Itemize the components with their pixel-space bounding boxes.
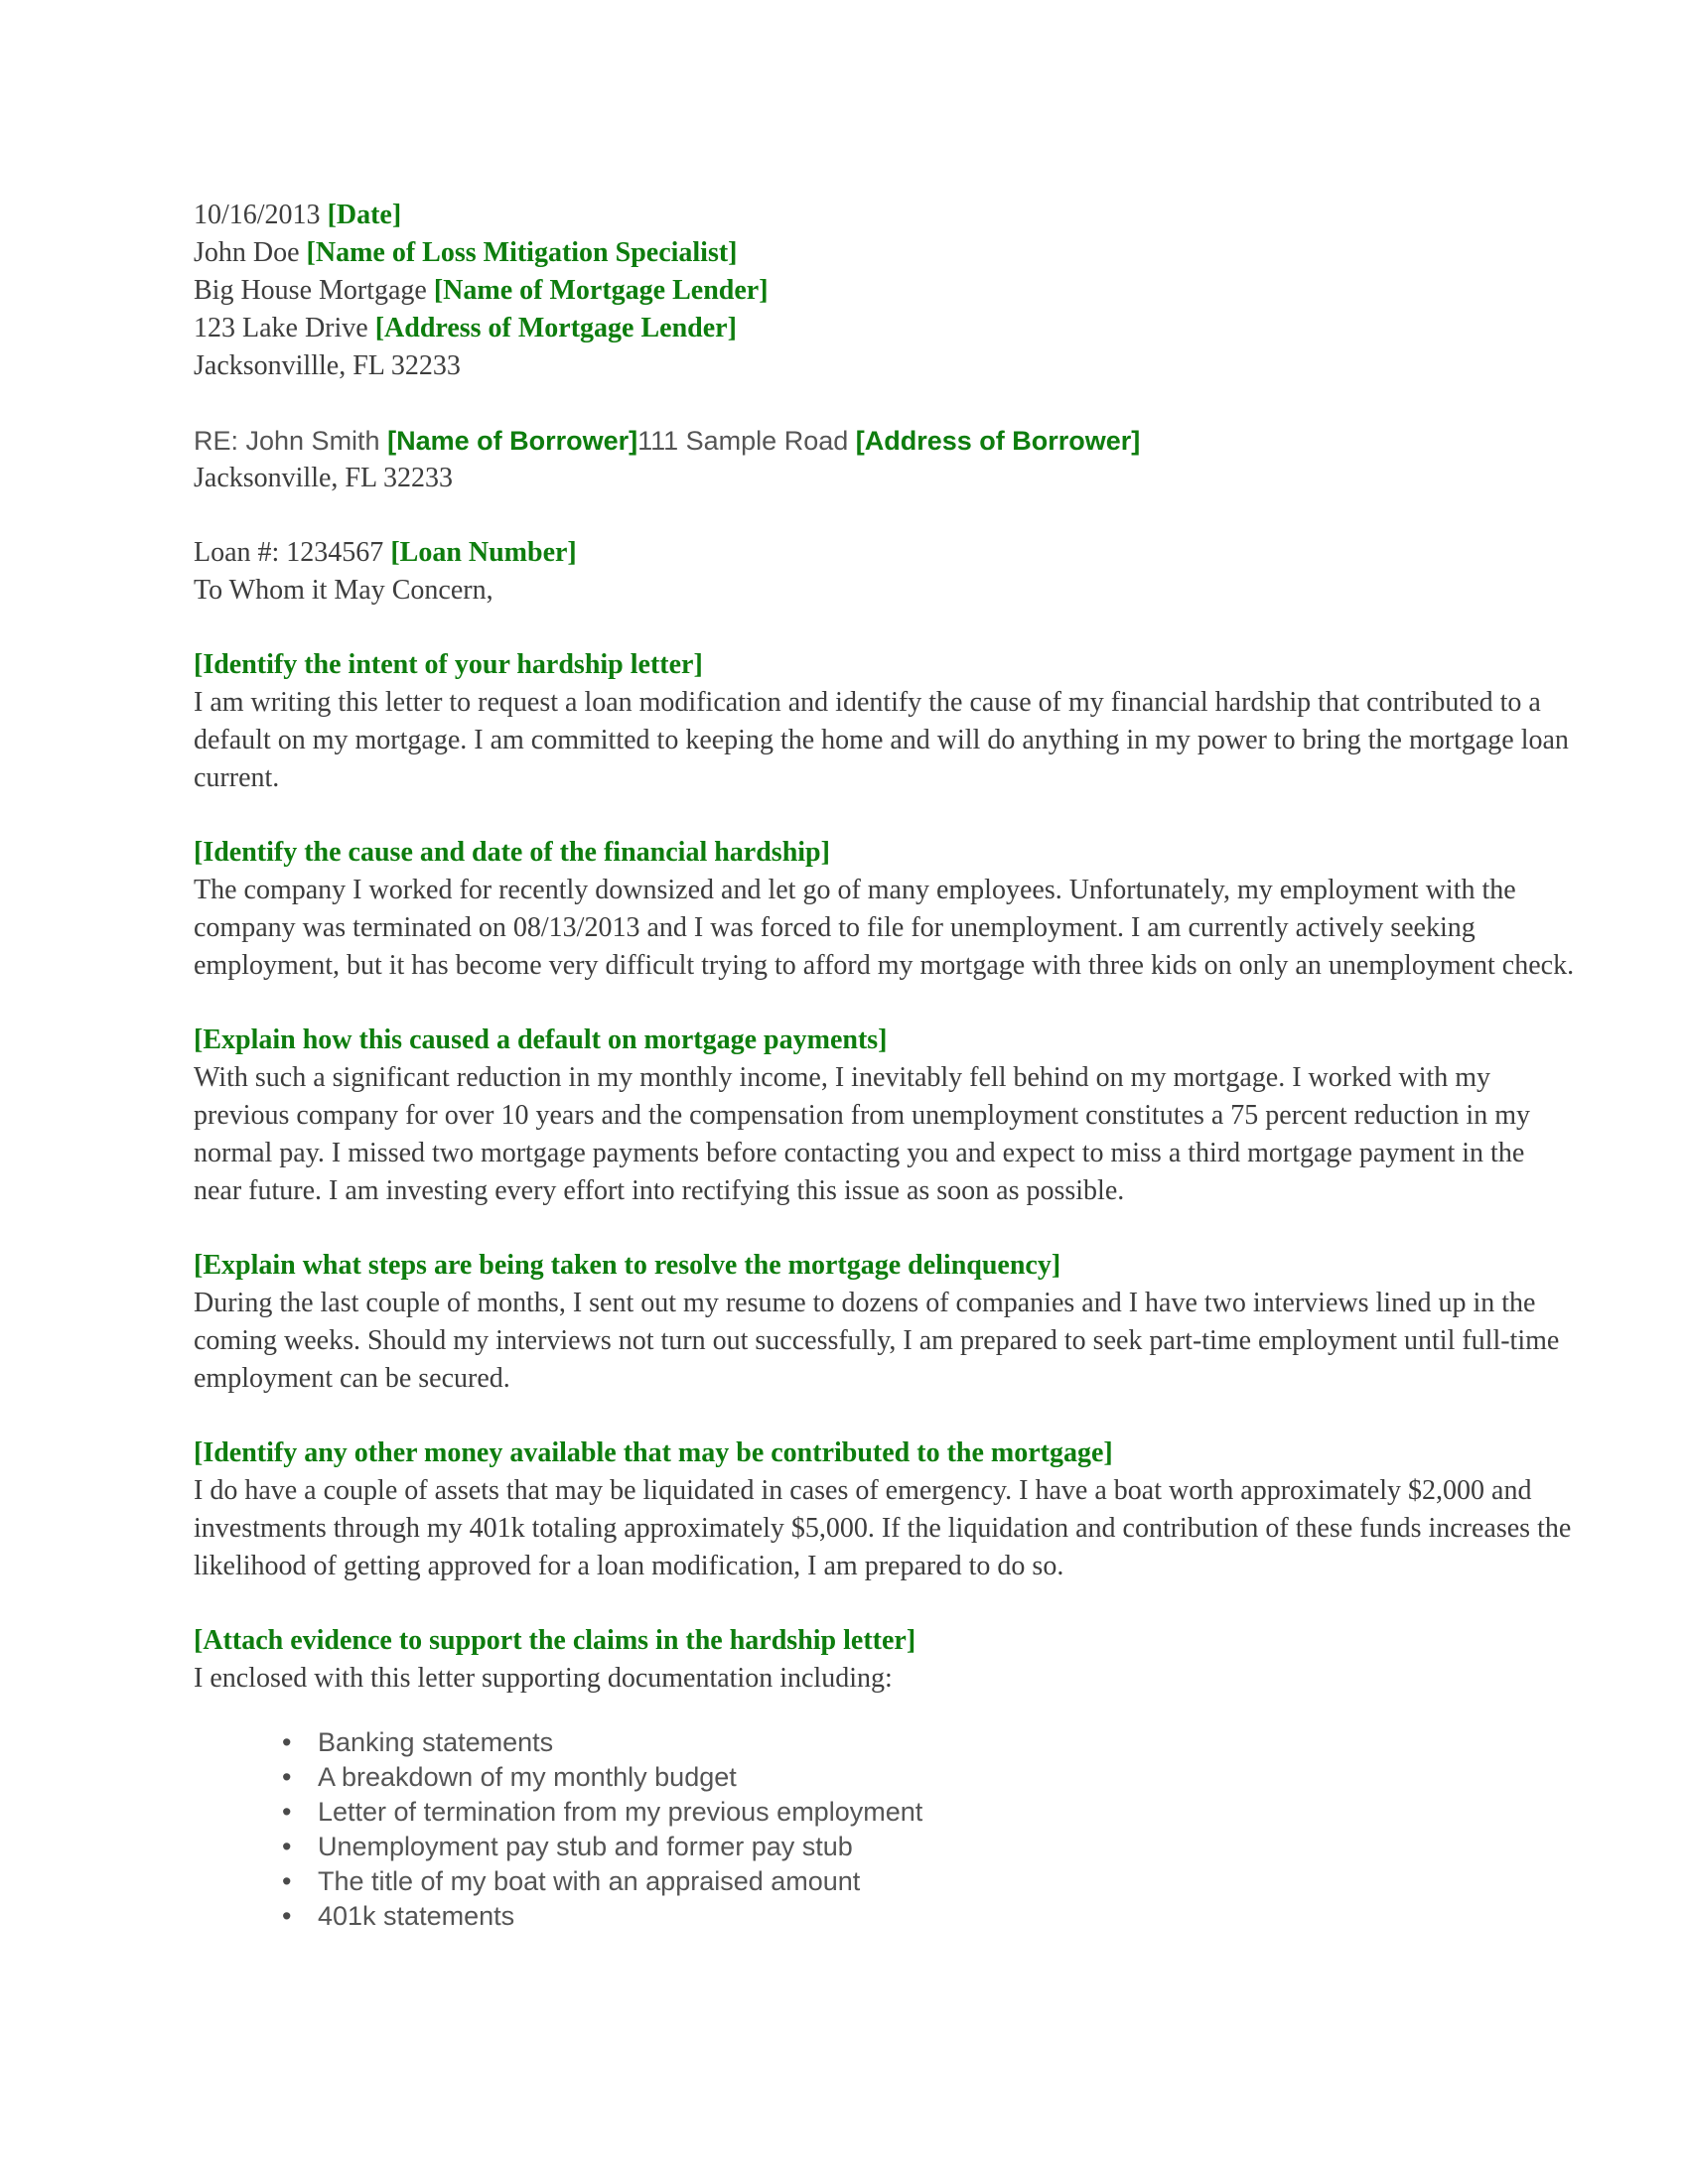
specialist-placeholder: [Name of Loss Mitigation Specialist] — [306, 237, 738, 268]
borrower-city-line: Jacksonville, FL 32233 — [194, 463, 454, 493]
lender-address-block — [194, 197, 1579, 385]
lender-address-line — [194, 310, 1579, 347]
lender-name-placeholder: [Name of Mortgage Lender] — [433, 275, 769, 306]
date-placeholder: [Date] — [327, 200, 402, 230]
list-item: • The title of my boat with an appraised amount — [318, 1864, 1579, 1899]
section-steps — [194, 1247, 1579, 1398]
lender-city-line: Jacksonvillle, FL 32233 — [194, 350, 461, 381]
salutation-line: To Whom it May Concern, — [194, 575, 493, 606]
section-default — [194, 1022, 1579, 1210]
section-body: I am writing this letter to request a loan modification and identify the cause of my financial hardship that contributed to a default on my mortgage. I am committed to keeping the home and will do anything in my power to bring the mortgage loan current. — [194, 687, 1569, 793]
loan-block — [194, 534, 1579, 610]
list-item: • Unemployment pay stub and former pay stub — [318, 1830, 1579, 1864]
re-line — [194, 422, 1579, 460]
attachments-list — [194, 1725, 1579, 1934]
attachments-intro: I enclosed with this letter supporting documentation including: — [194, 1663, 893, 1694]
borrower-name-placeholder: [Name of Borrower] — [387, 426, 638, 456]
section-other-money — [194, 1434, 1579, 1585]
section-body: During the last couple of months, I sent out my resume to dozens of companies and I have two interviews lined up in the coming weeks. Should my interviews not turn out successfully, I am prepared to seek part-time employment until full-time employment can be secured. — [194, 1288, 1560, 1394]
lender-address-placeholder: [Address of Mortgage Lender] — [374, 313, 737, 343]
loan-number-line — [194, 534, 1579, 572]
specialist-line — [194, 234, 1579, 272]
section-body: I do have a couple of assets that may be liquidated in cases of emergency. I have a boat worth approximately $2,000 and investments through my 401k totaling approximately $5,000. If the liquidation and contribution of these funds increases the likelihood of getting approved for a loan modification, I am prepared to do so. — [194, 1475, 1572, 1581]
lender-name-line — [194, 272, 1579, 310]
section-attachments — [194, 1622, 1579, 1934]
section-heading: [Explain what steps are being taken to resolve the mortgage delinquency] — [194, 1250, 1061, 1281]
lender-name: Big House Mortgage — [194, 275, 434, 306]
section-heading: [Attach evidence to support the claims in the hardship letter] — [194, 1625, 916, 1656]
borrower-street: 111 Sample Road — [637, 426, 856, 456]
loan-number-value: Loan #: 1234567 — [194, 537, 391, 568]
letter-content — [194, 197, 1579, 1934]
section-heading: [Identify any other money available that may be contributed to the mortgage] — [194, 1437, 1113, 1468]
list-item: • Letter of termination from my previous employment — [318, 1795, 1579, 1830]
section-body: With such a significant reduction in my monthly income, I inevitably fell behind on my mortgage. I worked with my previous company for over 10 years and the compensation from unemployment constitutes a 75 percent reduction in my normal pay. I missed two mortgage payments before contacting you and expect to miss a third mortgage payment in the near future. I am investing every effort into rectifying this issue as soon as possible. — [194, 1062, 1530, 1206]
borrower-address-placeholder: [Address of Borrower] — [855, 426, 1141, 456]
section-body: The company I worked for recently downsized and let go of many employees. Unfortunately, my employment with the company was terminated on 08/13/2013 and I was forced to file for unemployment. I am currently actively seeking employment, but it has become very difficult trying to afford my mortgage with three kids on only an unemployment check. — [194, 875, 1575, 981]
list-item: • Banking statements — [318, 1725, 1579, 1760]
date-line — [194, 197, 1579, 234]
re-block — [194, 422, 1579, 497]
lender-address: 123 Lake Drive — [194, 313, 375, 343]
section-heading: [Identify the intent of your hardship letter] — [194, 649, 703, 680]
specialist-name: John Doe — [194, 237, 307, 268]
loan-number-placeholder: [Loan Number] — [390, 537, 577, 568]
section-heading: [Explain how this caused a default on mortgage payments] — [194, 1024, 888, 1055]
re-prefix: RE: John Smith — [194, 426, 388, 456]
section-heading: [Identify the cause and date of the financial hardship] — [194, 837, 830, 868]
list-item: • A breakdown of my monthly budget — [318, 1760, 1579, 1795]
list-item: • 401k statements — [318, 1899, 1579, 1934]
date-value: 10/16/2013 — [194, 200, 328, 230]
section-cause — [194, 834, 1579, 985]
section-intent — [194, 646, 1579, 797]
